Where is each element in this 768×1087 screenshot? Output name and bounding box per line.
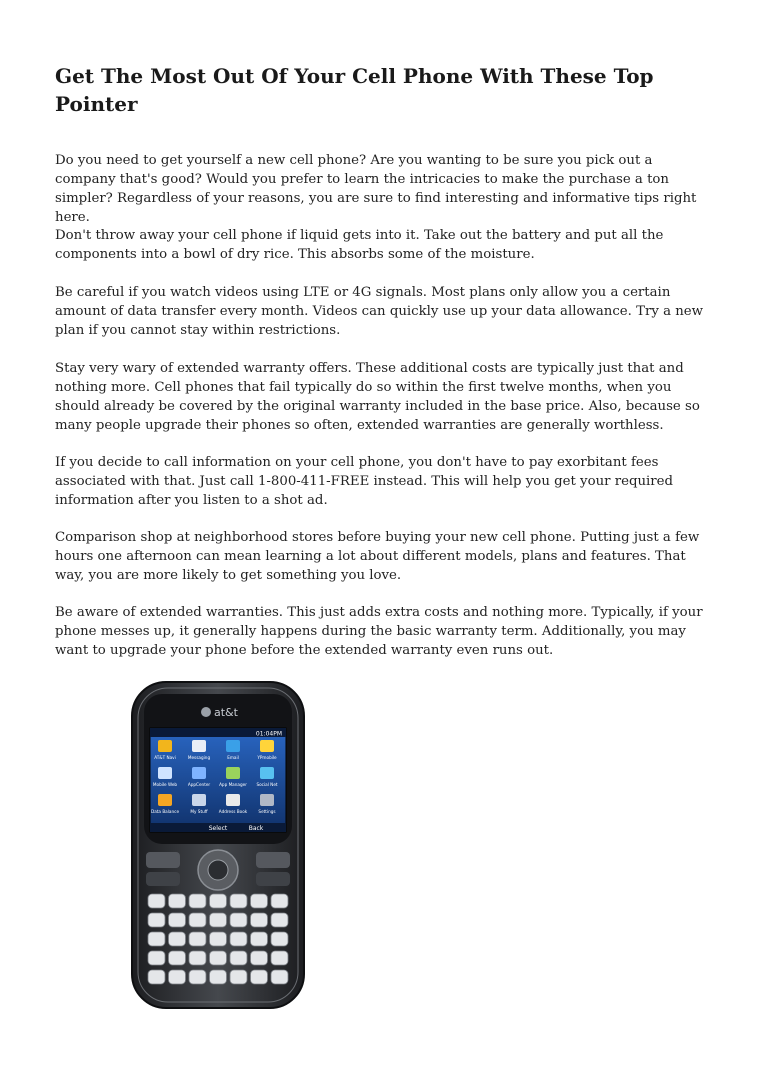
app-label: Settings (258, 809, 276, 814)
keyboard-key (230, 932, 247, 946)
app-icon (258, 794, 275, 814)
app-label: Data Balance (150, 809, 180, 814)
keyboard-key (271, 970, 288, 984)
article-title: Get The Most Out Of Your Cell Phone With These Top Pointer (55, 64, 654, 116)
app-label: AT&T Navi (154, 755, 176, 760)
keyboard-key (251, 951, 268, 965)
keyboard-key (189, 970, 206, 984)
keyboard-key (148, 970, 165, 984)
app-label: AppCenter (187, 782, 211, 787)
keyboard-key (230, 970, 247, 984)
brand-logo: at&t (214, 706, 238, 719)
keyboard-key (271, 913, 288, 927)
paragraph-7: Be aware of extended warranties. This just adds extra costs and nothing more. Typically, if your phone messes up, it generally happens during the basic warranty term. Additionally, you may want to upgrade your phone before the extended warranty even runs out. (55, 605, 703, 658)
app-icon (226, 740, 240, 760)
keyboard-key (230, 951, 247, 965)
paragraph-3: Be careful if you watch videos using LTE or 4G signals. Most plans only allow you a certain amount of data transfer every month. Videos can quickly use up your data allowance. Try a new plan if you cannot stay within restrictions. (55, 285, 704, 338)
status-time: 01:04PM (255, 730, 282, 738)
keyboard-key (169, 932, 186, 946)
app-label: My Stuff (190, 809, 208, 814)
keyboard-key (230, 894, 247, 908)
paragraph-5: If you decide to call information on your cell phone, you don't have to pay exorbitant fees associated with that. Just call 1-800-411-FREE instead. This will help you get your required information after you listen to a shot ad. (55, 455, 674, 508)
keyboard-key (148, 932, 165, 946)
app-label: Mobile Web (152, 782, 178, 787)
app-label: Address Book (218, 809, 248, 814)
app-icon (190, 794, 207, 814)
app-label: YPmobile (257, 755, 277, 760)
softkey-right: Back (248, 825, 264, 832)
app-label: Social Net (256, 782, 278, 787)
paragraph-2: Don't throw away your cell phone if liquid gets into it. Take out the battery and put all the components into a bowl of dry rice. This absorbs some of the moisture. (55, 228, 664, 262)
keyboard-key (251, 932, 268, 946)
keyboard-key (251, 913, 268, 927)
keyboard-key (210, 970, 227, 984)
keyboard-key (169, 913, 186, 927)
phone-illustration (128, 680, 308, 1010)
keyboard-key (148, 951, 165, 965)
paragraph-1: Do you need to get yourself a new cell phone? Are you wanting to be sure you pick out a company that's good? Would you prefer to learn the intricacies to make the purchase a ton simpler? Regardless of your reasons, you are sure to find interesting and informative tips right here. (55, 153, 697, 225)
app-label: App Manager (219, 782, 247, 787)
app-label: Email (227, 755, 239, 760)
keyboard-key (251, 970, 268, 984)
keyboard-key (189, 932, 206, 946)
keyboard-key (169, 970, 186, 984)
keyboard-key (189, 894, 206, 908)
phone-image (128, 680, 308, 1010)
paragraph-6: Comparison shop at neighborhood stores before buying your new cell phone. Putting just a few hours one afternoon can mean learning a lot about different models, plans and features. That way, you are more likely to get something you love. (55, 530, 700, 583)
keyboard-key (271, 894, 288, 908)
keyboard-key (271, 932, 288, 946)
softkey-left: Select (208, 825, 228, 832)
keyboard-key (230, 913, 247, 927)
keyboard-key (169, 951, 186, 965)
keyboard-key (210, 913, 227, 927)
keyboard-key (210, 951, 227, 965)
keyboard-key (169, 894, 186, 908)
keyboard-key (189, 913, 206, 927)
keyboard-key (210, 894, 227, 908)
keyboard-key (148, 913, 165, 927)
keyboard-key (189, 951, 206, 965)
keyboard-key (210, 932, 227, 946)
keyboard-key (251, 894, 268, 908)
paragraph-4: Stay very wary of extended warranty offers. These additional costs are typically just that and nothing more. Cell phones that fail typically do so within the first twelve months, when you should already be covered by the original warranty included in the base price. Also, because so many people upgrade their phones so often, extended warranties are generally worthless. (55, 361, 700, 433)
app-label: Messaging (187, 755, 211, 760)
keyboard-key (148, 894, 165, 908)
keyboard-key (271, 951, 288, 965)
